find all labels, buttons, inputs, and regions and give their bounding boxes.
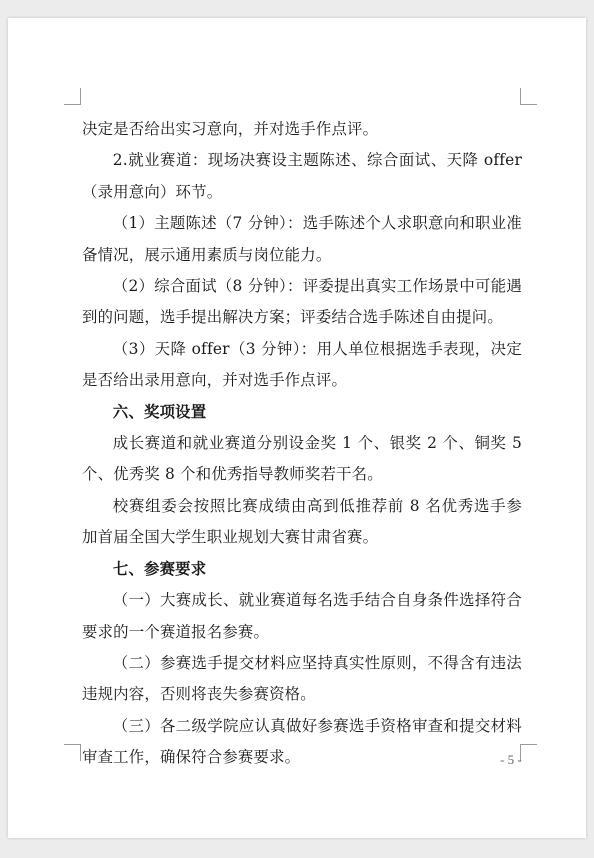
document-page <box>8 18 586 838</box>
paragraph-awards-setup: 成长赛道和就业赛道分别设金奖 1 个、银奖 2 个、铜奖 5 个、优秀奖 8 个和优秀指导教师奖若干名。 <box>82 434 522 484</box>
page-number: - 5 - <box>500 752 522 767</box>
paragraph-recommendation: 校赛组委会按照比赛成绩由高到低推荐前 8 名优秀选手参加首届全国大学生职业规划大赛甘肃省赛。 <box>82 496 522 547</box>
paragraph-requirement-3: （三）各二级学院应认真做好参赛选手资格审查和提交材料审查工作，确保符合参赛要求。 <box>82 716 522 767</box>
section-heading-awards: 六、奖项设置 <box>112 402 207 421</box>
crop-mark-bottom-left <box>64 744 81 761</box>
paragraph-requirement-1: （一）大赛成长、就业赛道每名选手结合自身条件选择符合要求的一个赛道报名参赛。 <box>82 591 522 641</box>
paragraph-offer: （3）天降 offer（3 分钟）：用人单位根据选手表现，决定是否给出录用意向，并对选手作点评。 <box>82 339 522 390</box>
paragraph-continuation: 决定是否给出实习意向，并对选手作点评。 <box>82 120 379 138</box>
paragraph-theme-statement: （1）主题陈述（7 分钟）：选手陈述个人求职意向和职业准备情况，展示通用素质与岗位能力。 <box>82 214 522 264</box>
document-body <box>82 114 522 774</box>
section-heading-requirements: 七、参赛要求 <box>112 559 207 578</box>
paragraph-requirement-2: （二）参赛选手提交材料应坚持真实性原则，不得含有违法违规内容，否则将丧失参赛资格。 <box>82 653 522 704</box>
crop-mark-top-left <box>64 88 81 105</box>
paragraph-employment-track: 2.就业赛道：现场决赛设主题陈述、综合面试、天降 offer（录用意向）环节。 <box>82 151 522 201</box>
crop-mark-bottom-right <box>520 744 537 761</box>
paragraph-interview: （2）综合面试（8 分钟）：评委提出真实工作场景中可能遇到的问题，选手提出解决方案；评委结合选手陈述自由提问。 <box>82 277 522 327</box>
crop-mark-top-right <box>520 88 537 105</box>
